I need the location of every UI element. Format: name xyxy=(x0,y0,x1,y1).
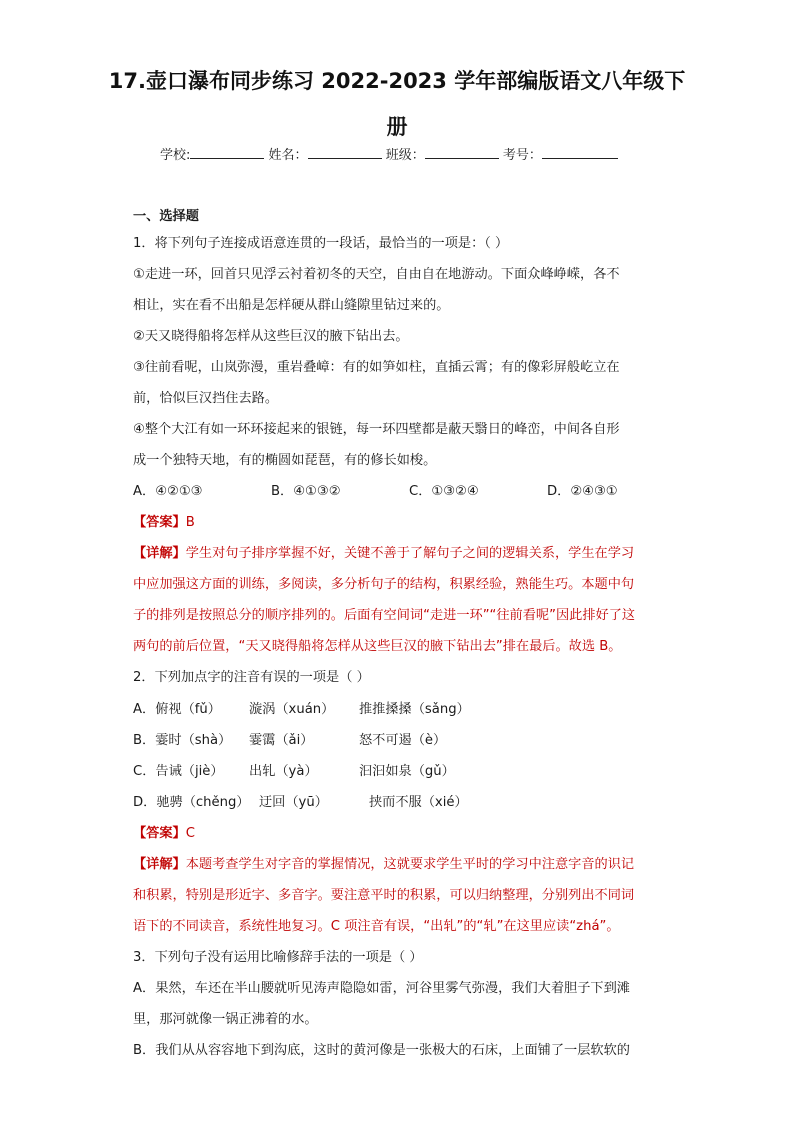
q1-stem: 1．将下列句子连接成语意连贯的一段话，最恰当的一项是：（ ） xyxy=(133,236,509,251)
q2-option-a xyxy=(133,700,673,720)
name-blank xyxy=(308,144,382,159)
q1-option-a: A．④②①③ xyxy=(133,484,203,499)
q1-answer xyxy=(133,513,673,533)
q2-a-item-2: 漩涡（xuán） xyxy=(249,702,335,717)
q1-detail-1 xyxy=(133,544,673,564)
q1-detail-3: 子的排列是按照总分的顺序排列的。后面有空间词“走进一环”“往前看呢”因此排好了这 xyxy=(133,608,636,623)
detail-text: 学生对句子排序掌握不好，关键不善于了解句子之间的逻辑关系，学生在学习 xyxy=(185,546,635,561)
exam-number-blank xyxy=(542,144,618,159)
q2-b-item-3: 怒不可遏（è） xyxy=(359,733,447,748)
q2-option-d xyxy=(133,793,673,813)
q1-detail-2: 中应加强这方面的训练，多阅读，多分析句子的结构，积累经验，熟能生巧。本题中句 xyxy=(133,577,635,592)
q2-d-item-1: D．驰骋（chěng） xyxy=(133,795,250,810)
q2-d-item-3: 挟而不服（xié） xyxy=(369,795,468,810)
answer-value: C xyxy=(185,826,195,841)
q1-sentence-4a: ④整个大江有如一环环接起来的银链，每一环四壁都是蔽天翳日的峰峦，中间各自形 xyxy=(133,422,620,437)
q1-sentence-3b: 前，恰似巨汉挡住去路。 xyxy=(133,391,279,406)
q1-option-d: D．②④③① xyxy=(547,484,618,499)
section-heading: 一、选择题 xyxy=(133,209,199,224)
q2-a-item-1: A．俯视（fǔ） xyxy=(133,702,221,717)
q1-sentence-1b: 相让，实在看不出船是怎样硬从群山缝隙里钻过来的。 xyxy=(133,298,450,313)
document-title-continued: 册 xyxy=(386,115,408,139)
q1-options xyxy=(133,482,673,502)
answer-value: B xyxy=(185,515,195,530)
q1-sentence-2: ②天又晓得船将怎样从这些巨汉的腋下钻出去。 xyxy=(133,329,409,344)
class-blank xyxy=(425,144,499,159)
student-info-row xyxy=(160,144,640,165)
answer-label: 【答案】 xyxy=(133,826,186,841)
q2-a-item-3: 推推搡搡（sǎng） xyxy=(359,702,470,717)
q1-sentence-1a: ①走进一环，回首只见浮云衬着初冬的天空，自由自在地游动。下面众峰峥嵘，各不 xyxy=(133,267,620,282)
q1-detail-4: 两句的前后位置，“天又晓得船将怎样从这些巨汉的腋下钻出去”排在最后。故选 B。 xyxy=(133,639,622,654)
q3-option-a-line-2: 里，那河就像一锅正沸着的水。 xyxy=(133,1012,318,1027)
q2-stem: 2．下列加点字的注音有误的一项是（ ） xyxy=(133,670,370,685)
q2-option-c xyxy=(133,762,673,782)
answer-label: 【答案】 xyxy=(133,515,186,530)
detail-label: 【详解】 xyxy=(133,546,186,561)
q3-option-b-line-1: B．我们从从容容地下到沟底，这时的黄河像是一张极大的石床，上面铺了一层软软的 xyxy=(133,1043,630,1058)
q3-stem: 3．下列句子没有运用比喻修辞手法的一项是（ ） xyxy=(133,950,423,965)
q1-option-c: C．①③②④ xyxy=(409,484,479,499)
name-label: 姓名： xyxy=(268,148,308,163)
q2-c-item-3: 汩汩如泉（gǔ） xyxy=(359,764,455,779)
exam-number-label: 考号： xyxy=(502,148,542,163)
q3-option-a-line-1: A．果然，车还在半山腰就听见涛声隐隐如雷，河谷里雾气弥漫，我们大着胆子下到滩 xyxy=(133,981,630,996)
q2-c-item-1: C．告诫（jiè） xyxy=(133,764,224,779)
q1-sentence-4b: 成一个独特天地，有的椭圆如琵琶，有的修长如梭。 xyxy=(133,453,437,468)
q2-detail-3: 语下的不同读音，系统性地复习。C 项注音有误，“出轧”的“轧”在这里应读“zhá”。 xyxy=(133,919,620,934)
q2-detail-1 xyxy=(133,855,673,875)
school-blank xyxy=(190,144,264,159)
detail-label: 【详解】 xyxy=(133,857,186,872)
q2-detail-2: 和积累，特别是形近字、多音字。要注意平时的积累，可以归纳整理，分别列出不同词 xyxy=(133,888,635,903)
q2-option-b xyxy=(133,731,673,751)
class-label: 班级： xyxy=(385,148,425,163)
q1-option-b: B．④①③② xyxy=(271,484,341,499)
q2-b-item-1: B．霎时（shà） xyxy=(133,733,232,748)
q2-b-item-2: 霎霭（ǎi） xyxy=(249,733,314,748)
q1-sentence-3a: ③往前看呢，山岚弥漫，重岩叠嶂：有的如笋如柱，直插云霄；有的像彩屏般屹立在 xyxy=(133,360,620,375)
q2-answer xyxy=(133,824,673,844)
q2-c-item-2: 出轧（yà） xyxy=(249,764,318,779)
q2-d-item-2: 迂回（yū） xyxy=(259,795,328,810)
school-label: 学校: xyxy=(160,148,191,163)
document-title: 17.壶口瀑布同步练习 2022-2023 学年部编版语文八年级下 xyxy=(108,69,686,93)
detail-text: 本题考查学生对字音的掌握情况，这就要求学生平时的学习中注意字音的识记 xyxy=(185,857,635,872)
